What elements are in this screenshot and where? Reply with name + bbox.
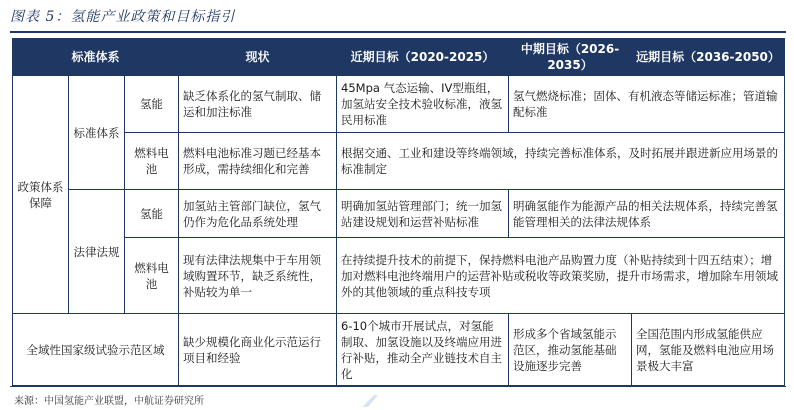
targets-span-cell: 根据交通、工业和建设等终端领域，持续完善标准体系，及时拓展并跟进新应用场景的标准制定 — [337, 133, 785, 190]
watermark-icon — [360, 392, 400, 408]
policy-group-cell: 政策体系保障 — [13, 76, 69, 314]
source-note: 来源：中国氢能产业联盟，中航证券研究所 — [14, 396, 204, 407]
long-term-cell: 全国范围内形成氢能供应网，氢能及燃料电池应用场景极大丰富 — [632, 314, 785, 386]
status-cell: 燃料电池标准习题已经基本形成，需持续细化和完善 — [179, 133, 337, 190]
status-cell: 加氢站主管部门缺位，氢气仍作为危化品系统处理 — [179, 190, 337, 238]
header-system: 标准体系 — [13, 39, 179, 76]
table-row-law-fuel-cell — [13, 238, 785, 314]
legal-system-cell: 法律法规 — [69, 190, 125, 314]
mid-long-term-cell: 氢气燃烧标准；固体、有机液态等储运标准；管道输配标准 — [509, 76, 785, 133]
status-cell: 缺乏体系化的氢气制取、储运和加注标准 — [179, 76, 337, 133]
policy-table — [12, 38, 785, 386]
table-row-standard-fuel-cell — [13, 133, 785, 190]
near-term-cell: 明确加氢站管理部门；统一加氢站建设规划和运营补贴标准 — [337, 190, 509, 238]
hydrogen-label: 氢能 — [125, 76, 179, 133]
status-cell: 现有法律法规集中于车用领域购置环节，缺乏系统性，补贴较为单一 — [179, 238, 337, 314]
mid-term-cell: 形成多个省域氢能示范区，推动氢能基础设施逐步完善 — [509, 314, 632, 386]
table-row-standard-hydrogen — [13, 76, 785, 133]
header-long-term: 远期目标（2036-2050） — [632, 39, 785, 76]
header-near-term: 近期目标（2020-2025） — [337, 39, 509, 76]
fuel-cell-label: 燃料电池 — [125, 133, 179, 190]
targets-span-cell: 在持续提升技术的前提下，保持燃料电池产品购置力度（补贴持续到十四五结束）；增加对燃料电池终端用户的运营补贴或税收等政策奖励，提升市场需求，增加除车用领域外的其他领域的重点科技专项 — [337, 238, 785, 314]
figure-title: 图表 5：氢能产业政策和目标指引 — [10, 9, 236, 25]
table-row-law-hydrogen — [13, 190, 785, 238]
standard-system-cell: 标准体系 — [69, 76, 125, 190]
pilot-zone-label: 全域性国家级试验示范区域 — [13, 314, 179, 386]
mid-long-term-cell: 明确氢能作为能源产品的相关法规体系，持续完善氢能管理相关的法律法规体系 — [509, 190, 785, 238]
table-row-pilot-zone — [13, 314, 785, 386]
hydrogen-label: 氢能 — [125, 190, 179, 238]
near-term-cell: 45Mpa 气态运输、IV型瓶组，加氢站安全技术验收标准，液氢民用标准 — [337, 76, 509, 133]
header-mid-term: 中期目标（2026-2035） — [509, 39, 632, 76]
header-status: 现状 — [179, 39, 337, 76]
header-row — [13, 39, 785, 76]
source-divider — [10, 386, 786, 387]
status-cell: 缺少规模化商业化示范运行项目和经验 — [179, 314, 337, 386]
title-divider — [10, 31, 786, 33]
near-term-cell: 6-10个城市开展试点，对氢能制取、加氢设施以及终端应用进行补贴，推动全产业链技术自主化 — [337, 314, 509, 386]
fuel-cell-label: 燃料电池 — [125, 238, 179, 314]
